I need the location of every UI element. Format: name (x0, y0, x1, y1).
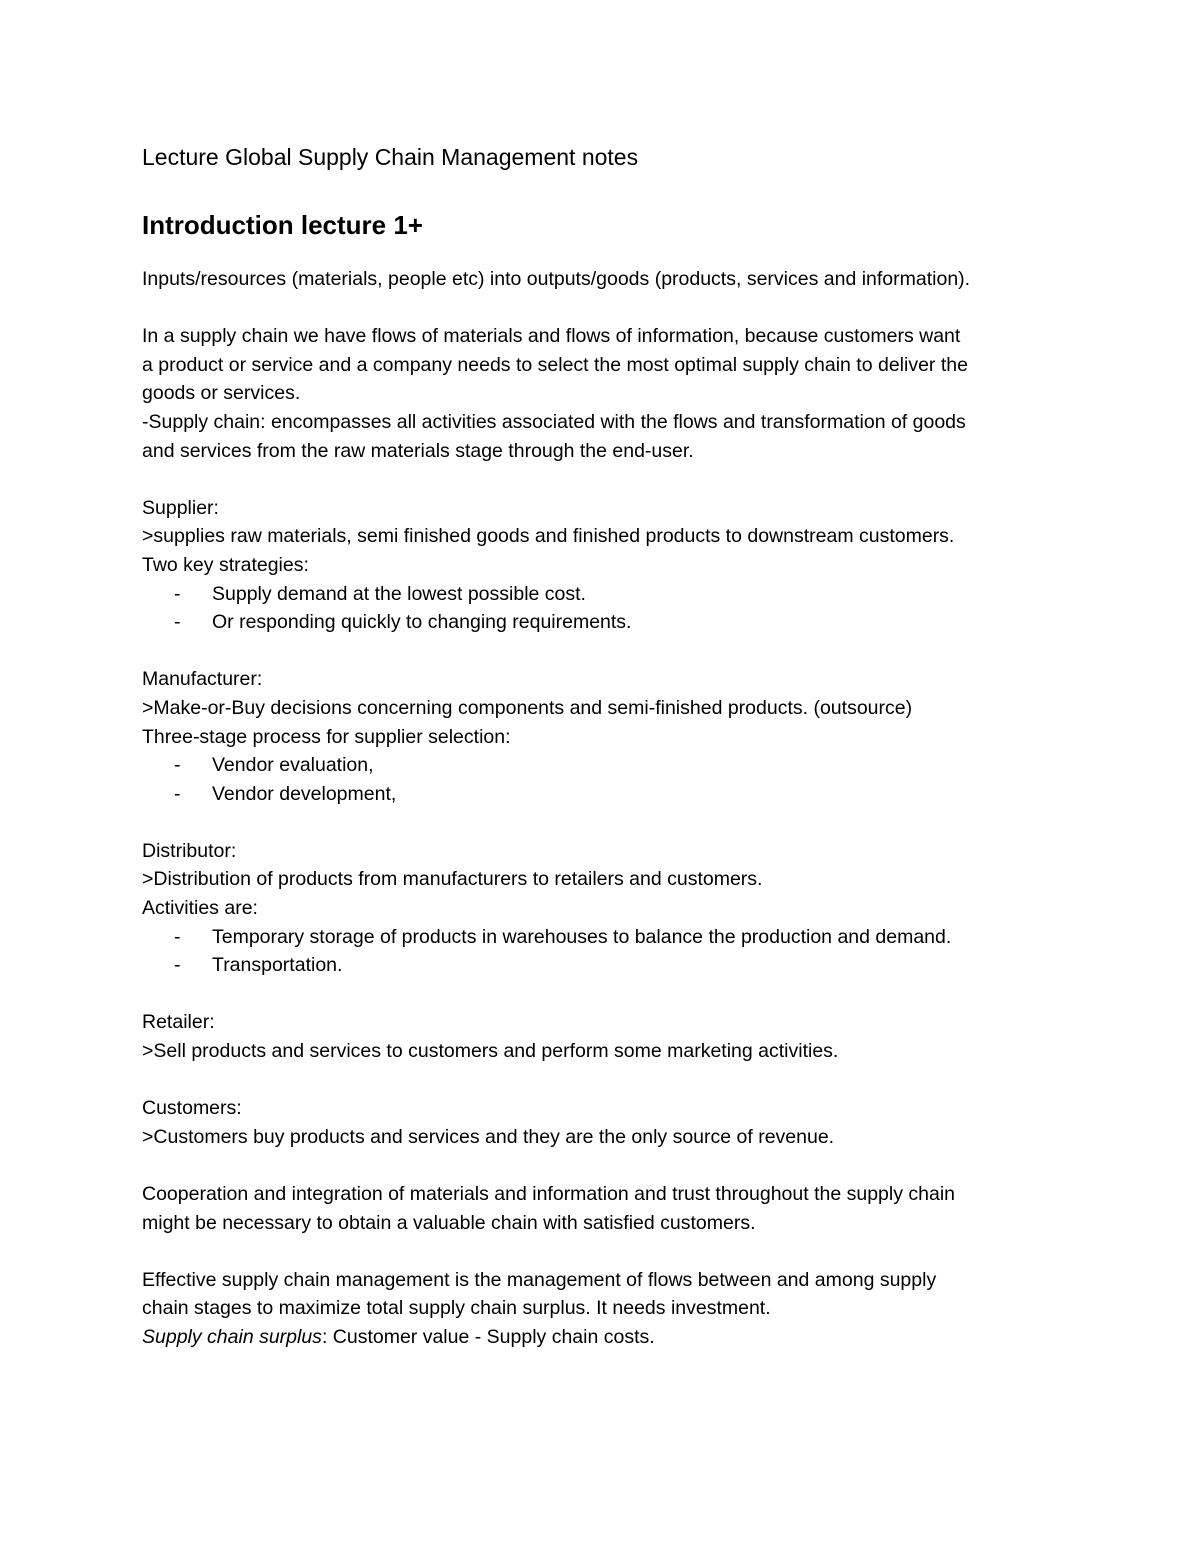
flows-line: In a supply chain we have flows of materials and flows of information, because customers want (142, 325, 961, 348)
list-item (142, 923, 1072, 952)
spacer (142, 1237, 1072, 1266)
surplus-definition-text: : Customer value - Supply chain costs. (321, 1325, 655, 1348)
supplier-list-intro: Two key strategies: (142, 553, 309, 576)
effective-line: chain stages to maximize total supply chain surplus. It needs investment. (142, 1297, 771, 1320)
manufacturer-heading: Manufacturer: (142, 668, 263, 691)
list-marker: - (174, 954, 181, 977)
retailer-description: >Sell products and services to customers and perform some marketing activities. (142, 1040, 839, 1063)
list-item-text: Vendor development, (212, 782, 397, 805)
spacer (142, 294, 1072, 323)
list-item (142, 580, 1072, 609)
document-title: Lecture Global Supply Chain Management notes (142, 144, 639, 170)
list-marker: - (174, 782, 181, 805)
list-marker: - (174, 611, 181, 634)
flows-line: goods or services. (142, 382, 301, 405)
spacer (142, 1151, 1072, 1180)
supplier-heading: Supplier: (142, 496, 219, 519)
retailer-heading: Retailer: (142, 1011, 215, 1034)
manufacturer-list (142, 751, 1072, 808)
list-item-text: Supply demand at the lowest possible cost. (212, 582, 586, 605)
list-item-text: Transportation. (212, 954, 343, 977)
surplus-definition (142, 1323, 1072, 1352)
flows-line: a product or service and a company needs to select the most optimal supply chain to deliver the (142, 353, 968, 376)
supplier-list (142, 580, 1072, 637)
distributor-heading: Distributor: (142, 839, 237, 862)
distributor-list (142, 923, 1072, 980)
list-item-text: Vendor evaluation, (212, 754, 374, 777)
spacer (142, 465, 1072, 494)
manufacturer-description: >Make-or-Buy decisions concerning components and semi-finished products. (outsource) (142, 696, 913, 719)
list-item (142, 951, 1072, 980)
section-heading: Introduction lecture 1+ (142, 210, 423, 240)
cooperation-line: Cooperation and integration of materials and information and trust throughout the supply chain (142, 1183, 956, 1205)
supplier-description: >supplies raw materials, semi finished goods and finished products to downstream customers. (142, 525, 955, 548)
document-body (142, 140, 1072, 1352)
intro-paragraph: Inputs/resources (materials, people etc) into outputs/goods (products, services and information). (142, 268, 971, 290)
spacer (142, 637, 1072, 666)
list-item (142, 780, 1072, 809)
manufacturer-list-intro: Three-stage process for supplier selection: (142, 725, 511, 748)
surplus-term: Supply chain surplus (142, 1325, 322, 1348)
definition-line: and services from the raw materials stage through the end-user. (142, 439, 694, 462)
cooperation-line: might be necessary to obtain a valuable chain with satisfied customers. (142, 1211, 756, 1234)
spacer (142, 1066, 1072, 1095)
customers-heading: Customers: (142, 1097, 242, 1120)
list-marker: - (174, 754, 181, 777)
list-marker: - (174, 582, 181, 605)
list-item-text: Temporary storage of products in warehouses to balance the production and demand. (212, 925, 952, 948)
spacer (142, 808, 1072, 837)
list-item (142, 751, 1072, 780)
list-item (142, 608, 1072, 637)
spacer (142, 980, 1072, 1009)
list-marker: - (174, 925, 181, 948)
distributor-list-intro: Activities are: (142, 897, 258, 920)
effective-line: Effective supply chain management is the management of flows between and among supply (142, 1268, 937, 1291)
spacer (142, 243, 1072, 265)
definition-line: -Supply chain: encompasses all activities associated with the flows and transformation of goods (142, 410, 966, 433)
customers-description: >Customers buy products and services and they are the only source of revenue. (142, 1125, 835, 1148)
distributor-description: >Distribution of products from manufacturers to retailers and customers. (142, 868, 763, 891)
list-item-text: Or responding quickly to changing requirements. (212, 611, 632, 634)
